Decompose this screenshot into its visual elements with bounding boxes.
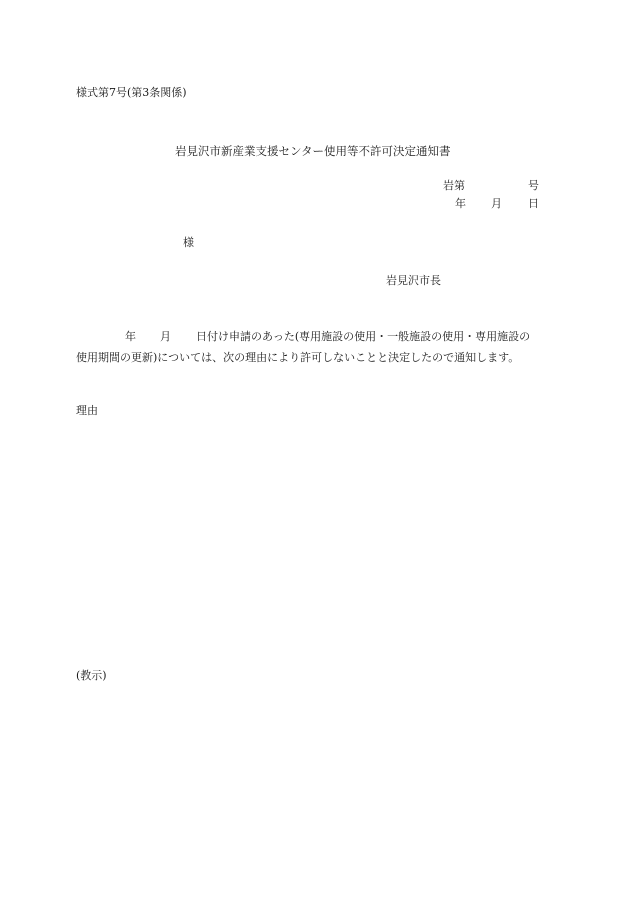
addressee-honorific: 様 [183,236,194,249]
document-number-suffix: 号 [528,179,539,192]
document-title: 岩見沢市新産業支援センター使用等不許可決定通知書 [175,144,451,158]
instruction-section-label: (教示) [76,669,107,682]
date-year-label: 年 [455,197,466,210]
body-application-year-label: 年 [125,330,136,343]
body-application-month-label: 月 [160,330,171,343]
body-text-line-2: 使用期間の更新)については、次の理由により許可しないことと決定したので通知します。 [76,351,520,364]
date-month-label: 月 [491,197,502,210]
form-number: 様式第7号(第3条関係) [76,86,187,99]
issuer-name: 岩見沢市長 [386,274,441,287]
date-day-label: 日 [528,197,539,210]
reason-section-label: 理由 [76,404,98,417]
document-number-prefix: 岩第 [443,179,465,192]
body-text-line-1: 日付け申請のあった(専用施設の使用・一般施設の使用・専用施設の [196,330,531,343]
